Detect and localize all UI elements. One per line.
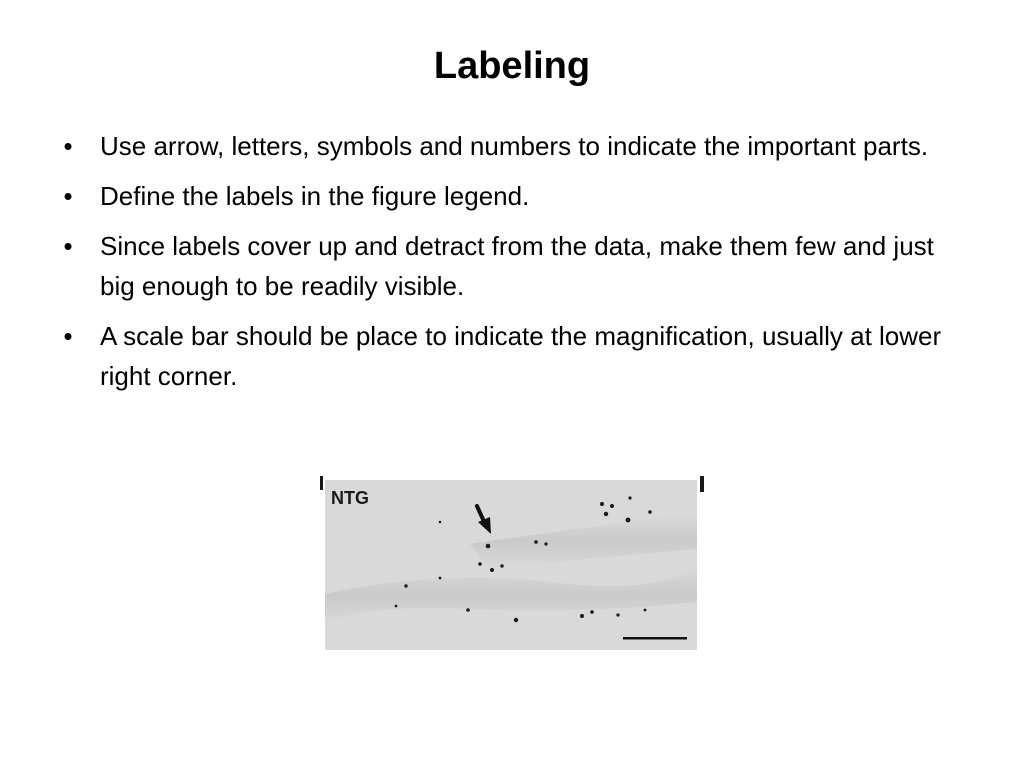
bullet-item xyxy=(58,226,948,306)
bullet-dot-icon: • xyxy=(63,231,73,261)
bullet-text: Define the labels in the figure legend. xyxy=(100,181,530,211)
cell-dot xyxy=(395,605,398,608)
cell-dot xyxy=(500,564,503,567)
bullet-text: Since labels cover up and detract from the data, make them few and just big enough to be readily visible. xyxy=(100,231,934,301)
edge-mark xyxy=(320,476,323,490)
cell-dot xyxy=(628,496,631,499)
bullet-dot-icon: • xyxy=(63,181,73,211)
cell-dot xyxy=(404,584,407,587)
scale-bar xyxy=(623,637,687,640)
cell-dot xyxy=(486,544,491,549)
cell-dot xyxy=(610,504,614,508)
cell-dot xyxy=(648,510,652,514)
bullet-dot-icon: • xyxy=(63,131,73,161)
bullet-text: Use arrow, letters, symbols and numbers to indicate the important parts. xyxy=(100,131,929,161)
cell-dot xyxy=(439,521,442,524)
micrograph-image xyxy=(320,474,704,654)
cell-dot xyxy=(534,540,538,544)
cell-dot xyxy=(514,618,518,622)
cell-dot xyxy=(439,577,442,580)
cell-dot xyxy=(644,609,647,612)
cell-dot xyxy=(626,518,631,523)
cell-dot xyxy=(466,608,470,612)
cell-dot xyxy=(544,542,547,545)
cell-dot xyxy=(478,562,482,566)
bullet-item xyxy=(58,126,948,166)
cell-dot xyxy=(490,568,494,572)
bullet-item xyxy=(58,176,948,216)
panel-label: NTG xyxy=(331,488,369,508)
cell-dot xyxy=(616,613,619,616)
bullet-item xyxy=(58,316,948,396)
slide-title: Labeling xyxy=(433,45,591,87)
bullet-list xyxy=(58,126,948,406)
cell-dot xyxy=(600,502,604,506)
bullet-dot-icon: • xyxy=(63,321,73,351)
edge-mark xyxy=(700,476,704,492)
cell-dot xyxy=(580,614,584,618)
micrograph-figure xyxy=(320,474,704,654)
cell-dot xyxy=(590,610,594,614)
bullet-text: A scale bar should be place to indicate the magnification, usually at lower right corner. xyxy=(100,321,942,391)
cell-dot xyxy=(604,512,608,516)
